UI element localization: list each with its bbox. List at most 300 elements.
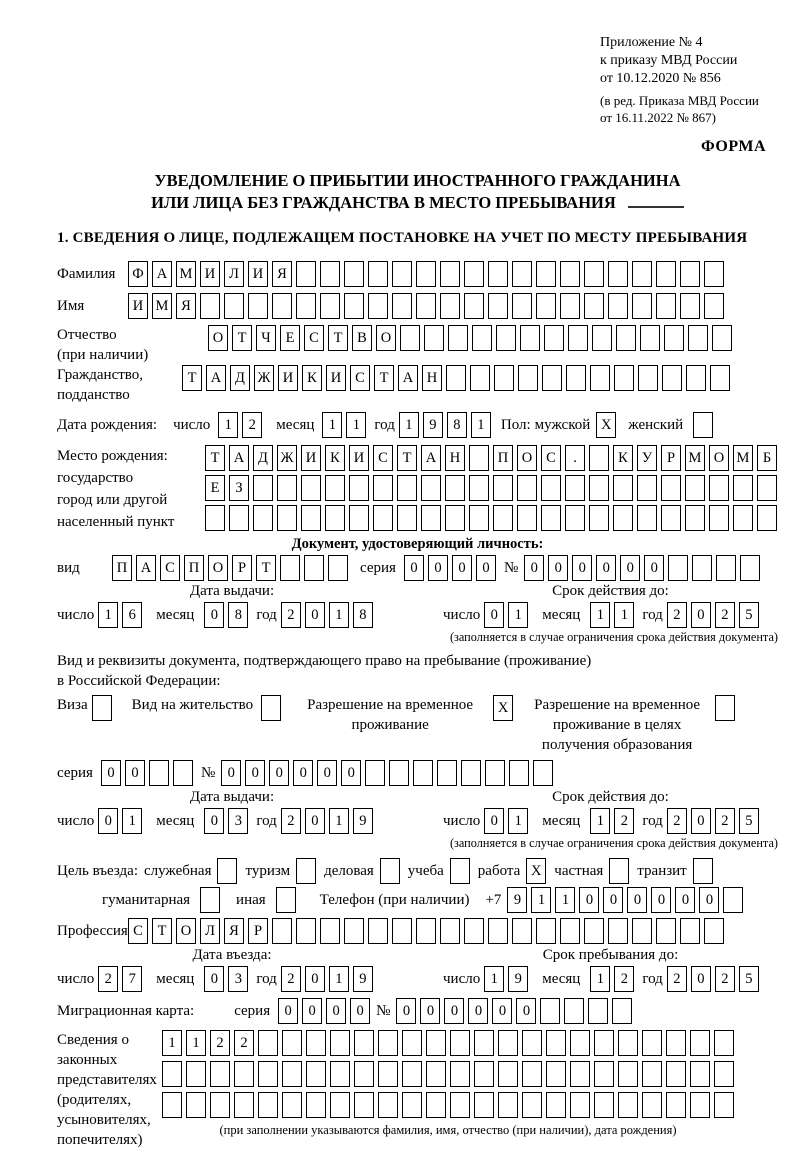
form-cell-filled[interactable]: Д [230, 365, 250, 391]
form-cell-empty[interactable] [522, 1030, 542, 1056]
form-cell-empty[interactable] [320, 293, 340, 319]
form-cell-filled[interactable]: 1 [590, 966, 610, 992]
form-cell-empty[interactable] [325, 505, 345, 531]
form-cell-empty[interactable] [690, 1092, 710, 1118]
form-cell-empty[interactable] [540, 998, 560, 1024]
form-cell-filled[interactable]: Ч [256, 325, 276, 351]
form-cell-filled[interactable]: 0 [699, 887, 719, 913]
form-cell-empty[interactable] [450, 1061, 470, 1087]
form-cell-filled[interactable]: 9 [423, 412, 443, 438]
form-cell-filled[interactable]: Т [397, 445, 417, 471]
form-cell-empty[interactable] [632, 293, 652, 319]
form-cell-filled[interactable]: 1 [614, 602, 634, 628]
form-cell-empty[interactable] [402, 1061, 422, 1087]
form-cell-filled[interactable]: 0 [221, 760, 241, 786]
form-cell-empty[interactable] [402, 1092, 422, 1118]
form-cell-filled[interactable]: Л [200, 918, 220, 944]
form-cell-filled[interactable]: С [160, 555, 180, 581]
form-cell-empty[interactable] [186, 1061, 206, 1087]
form-cell-filled[interactable]: 2 [98, 966, 118, 992]
form-cell-filled[interactable]: 1 [484, 966, 504, 992]
form-cell-empty[interactable] [380, 858, 400, 884]
form-cell-empty[interactable] [413, 760, 433, 786]
form-cell-empty[interactable] [608, 918, 628, 944]
form-cell-empty[interactable] [426, 1030, 446, 1056]
form-cell-filled[interactable]: 0 [468, 998, 488, 1024]
form-cell-filled[interactable]: Т [256, 555, 276, 581]
form-cell-empty[interactable] [306, 1030, 326, 1056]
form-cell-filled[interactable]: Т [205, 445, 225, 471]
form-cell-empty[interactable] [272, 918, 292, 944]
form-cell-filled[interactable]: 0 [204, 808, 224, 834]
form-cell-filled[interactable]: 1 [346, 412, 366, 438]
form-cell-empty[interactable] [304, 555, 324, 581]
form-cell-empty[interactable] [261, 695, 281, 721]
form-cell-filled[interactable]: Р [661, 445, 681, 471]
form-cell-empty[interactable] [613, 505, 633, 531]
form-cell-filled[interactable]: 0 [305, 602, 325, 628]
form-cell-filled[interactable]: А [421, 445, 441, 471]
form-cell-filled[interactable]: 5 [739, 966, 759, 992]
form-cell-empty[interactable] [590, 365, 610, 391]
form-cell-filled[interactable]: 0 [444, 998, 464, 1024]
form-cell-empty[interactable] [714, 1061, 734, 1087]
form-cell-empty[interactable] [488, 261, 508, 287]
form-cell-empty[interactable] [685, 505, 705, 531]
form-cell-empty[interactable] [440, 293, 460, 319]
form-cell-empty[interactable] [570, 1030, 590, 1056]
form-cell-filled[interactable]: У [637, 445, 657, 471]
form-cell-empty[interactable] [594, 1092, 614, 1118]
form-cell-empty[interactable] [589, 505, 609, 531]
form-cell-empty[interactable] [296, 858, 316, 884]
form-cell-empty[interactable] [493, 505, 513, 531]
form-cell-empty[interactable] [740, 555, 760, 581]
form-cell-empty[interactable] [349, 475, 369, 501]
form-cell-empty[interactable] [330, 1061, 350, 1087]
form-cell-filled[interactable]: М [152, 293, 172, 319]
form-cell-filled[interactable]: Т [374, 365, 394, 391]
form-cell-empty[interactable] [282, 1030, 302, 1056]
form-cell-empty[interactable] [570, 1092, 590, 1118]
form-cell-empty[interactable] [704, 261, 724, 287]
form-cell-filled[interactable]: 5 [739, 808, 759, 834]
form-cell-filled[interactable]: 7 [122, 966, 142, 992]
form-cell-filled[interactable]: С [373, 445, 393, 471]
form-cell-filled[interactable]: Т [232, 325, 252, 351]
form-cell-filled[interactable]: 0 [420, 998, 440, 1024]
form-cell-filled[interactable]: 2 [281, 808, 301, 834]
form-cell-filled[interactable]: 0 [484, 602, 504, 628]
form-cell-filled[interactable]: 0 [269, 760, 289, 786]
form-cell-filled[interactable]: 0 [548, 555, 568, 581]
form-cell-filled[interactable]: Р [248, 918, 268, 944]
form-cell-filled[interactable]: О [208, 555, 228, 581]
form-cell-empty[interactable] [685, 475, 705, 501]
form-cell-empty[interactable] [485, 760, 505, 786]
form-cell-empty[interactable] [306, 1092, 326, 1118]
form-cell-filled[interactable]: 0 [516, 998, 536, 1024]
form-cell-empty[interactable] [688, 325, 708, 351]
form-cell-empty[interactable] [365, 760, 385, 786]
form-cell-filled[interactable]: . [565, 445, 585, 471]
form-cell-empty[interactable] [320, 261, 340, 287]
form-cell-empty[interactable] [354, 1061, 374, 1087]
form-cell-empty[interactable] [498, 1061, 518, 1087]
form-cell-empty[interactable] [437, 760, 457, 786]
form-cell-empty[interactable] [173, 760, 193, 786]
form-cell-empty[interactable] [640, 325, 660, 351]
form-cell-filled[interactable]: А [229, 445, 249, 471]
form-cell-filled[interactable]: Ж [277, 445, 297, 471]
form-cell-empty[interactable] [522, 1061, 542, 1087]
form-cell-filled[interactable]: 0 [691, 966, 711, 992]
form-cell-filled[interactable]: 2 [210, 1030, 230, 1056]
form-cell-empty[interactable] [715, 695, 735, 721]
form-cell-empty[interactable] [92, 695, 112, 721]
form-cell-filled[interactable]: 6 [122, 602, 142, 628]
form-cell-empty[interactable] [280, 555, 300, 581]
form-cell-empty[interactable] [693, 412, 713, 438]
form-cell-empty[interactable] [162, 1092, 182, 1118]
form-cell-filled[interactable]: 9 [508, 966, 528, 992]
form-cell-empty[interactable] [733, 475, 753, 501]
form-cell-empty[interactable] [354, 1030, 374, 1056]
form-cell-filled[interactable]: О [176, 918, 196, 944]
form-cell-filled[interactable]: 0 [317, 760, 337, 786]
form-cell-empty[interactable] [512, 293, 532, 319]
form-cell-empty[interactable] [716, 555, 736, 581]
form-cell-empty[interactable] [320, 918, 340, 944]
form-cell-filled[interactable]: X [526, 858, 546, 884]
form-cell-filled[interactable]: Е [280, 325, 300, 351]
form-cell-empty[interactable] [440, 261, 460, 287]
form-cell-empty[interactable] [690, 1030, 710, 1056]
form-cell-empty[interactable] [200, 293, 220, 319]
form-cell-empty[interactable] [656, 261, 676, 287]
form-cell-empty[interactable] [253, 475, 273, 501]
form-cell-empty[interactable] [474, 1061, 494, 1087]
form-cell-filled[interactable]: 0 [204, 966, 224, 992]
form-cell-filled[interactable]: Б [757, 445, 777, 471]
form-cell-filled[interactable]: 0 [305, 966, 325, 992]
form-cell-empty[interactable] [306, 1061, 326, 1087]
form-cell-empty[interactable] [692, 555, 712, 581]
form-cell-filled[interactable]: М [685, 445, 705, 471]
form-cell-empty[interactable] [690, 1061, 710, 1087]
form-cell-filled[interactable]: Т [182, 365, 202, 391]
form-cell-empty[interactable] [546, 1061, 566, 1087]
form-cell-filled[interactable]: В [352, 325, 372, 351]
form-cell-empty[interactable] [301, 475, 321, 501]
form-cell-empty[interactable] [613, 475, 633, 501]
form-cell-filled[interactable]: 2 [667, 602, 687, 628]
form-cell-empty[interactable] [205, 505, 225, 531]
form-cell-empty[interactable] [661, 475, 681, 501]
form-cell-filled[interactable]: К [613, 445, 633, 471]
form-cell-filled[interactable]: Т [152, 918, 172, 944]
form-cell-empty[interactable] [210, 1092, 230, 1118]
form-cell-empty[interactable] [512, 261, 532, 287]
form-cell-filled[interactable]: 0 [98, 808, 118, 834]
form-cell-empty[interactable] [440, 918, 460, 944]
form-cell-empty[interactable] [234, 1061, 254, 1087]
form-cell-empty[interactable] [546, 1092, 566, 1118]
form-cell-empty[interactable] [186, 1092, 206, 1118]
form-cell-filled[interactable]: М [733, 445, 753, 471]
form-cell-empty[interactable] [637, 475, 657, 501]
form-cell-empty[interactable] [488, 293, 508, 319]
form-cell-empty[interactable] [149, 760, 169, 786]
form-cell-filled[interactable]: 0 [675, 887, 695, 913]
form-cell-empty[interactable] [330, 1030, 350, 1056]
form-cell-empty[interactable] [536, 293, 556, 319]
form-cell-filled[interactable]: 2 [715, 808, 735, 834]
form-cell-empty[interactable] [416, 918, 436, 944]
form-cell-empty[interactable] [344, 918, 364, 944]
form-cell-filled[interactable]: 8 [447, 412, 467, 438]
form-cell-filled[interactable]: 3 [228, 808, 248, 834]
form-cell-filled[interactable]: 0 [341, 760, 361, 786]
form-cell-filled[interactable]: 0 [484, 808, 504, 834]
form-cell-filled[interactable]: 0 [404, 555, 424, 581]
form-cell-filled[interactable]: О [709, 445, 729, 471]
form-cell-empty[interactable] [253, 505, 273, 531]
form-cell-empty[interactable] [616, 325, 636, 351]
form-cell-filled[interactable]: О [376, 325, 396, 351]
form-cell-filled[interactable]: 1 [555, 887, 575, 913]
form-cell-empty[interactable] [565, 475, 585, 501]
form-cell-empty[interactable] [594, 1030, 614, 1056]
form-cell-empty[interactable] [474, 1092, 494, 1118]
form-cell-filled[interactable]: 2 [715, 966, 735, 992]
form-cell-filled[interactable]: О [517, 445, 537, 471]
form-cell-empty[interactable] [680, 293, 700, 319]
form-cell-filled[interactable]: 1 [162, 1030, 182, 1056]
form-cell-empty[interactable] [494, 365, 514, 391]
form-cell-empty[interactable] [618, 1092, 638, 1118]
form-cell-empty[interactable] [470, 365, 490, 391]
form-cell-empty[interactable] [493, 475, 513, 501]
form-cell-empty[interactable] [714, 1092, 734, 1118]
form-cell-empty[interactable] [392, 293, 412, 319]
form-cell-empty[interactable] [588, 998, 608, 1024]
form-cell-filled[interactable]: Я [272, 261, 292, 287]
form-cell-empty[interactable] [426, 1092, 446, 1118]
form-cell-filled[interactable]: 2 [667, 966, 687, 992]
form-cell-empty[interactable] [498, 1030, 518, 1056]
form-cell-empty[interactable] [704, 918, 724, 944]
form-cell-filled[interactable]: С [304, 325, 324, 351]
form-cell-empty[interactable] [560, 261, 580, 287]
form-cell-empty[interactable] [584, 261, 604, 287]
form-cell-filled[interactable]: Л [224, 261, 244, 287]
form-cell-filled[interactable]: И [326, 365, 346, 391]
form-cell-empty[interactable] [608, 261, 628, 287]
form-cell-empty[interactable] [464, 918, 484, 944]
form-cell-filled[interactable]: Я [176, 293, 196, 319]
form-cell-filled[interactable]: 0 [620, 555, 640, 581]
form-cell-empty[interactable] [397, 505, 417, 531]
form-cell-empty[interactable] [344, 261, 364, 287]
form-cell-filled[interactable]: 0 [326, 998, 346, 1024]
form-cell-filled[interactable]: Ж [254, 365, 274, 391]
form-cell-empty[interactable] [464, 293, 484, 319]
form-cell-empty[interactable] [584, 293, 604, 319]
form-cell-empty[interactable] [282, 1092, 302, 1118]
form-cell-empty[interactable] [564, 998, 584, 1024]
form-cell-empty[interactable] [546, 1030, 566, 1056]
form-cell-empty[interactable] [282, 1061, 302, 1087]
form-cell-empty[interactable] [618, 1030, 638, 1056]
form-cell-empty[interactable] [368, 293, 388, 319]
form-cell-filled[interactable]: 0 [245, 760, 265, 786]
form-cell-empty[interactable] [450, 1030, 470, 1056]
form-cell-filled[interactable]: 0 [603, 887, 623, 913]
form-cell-filled[interactable]: 1 [186, 1030, 206, 1056]
form-cell-empty[interactable] [632, 918, 652, 944]
form-cell-empty[interactable] [757, 475, 777, 501]
form-cell-empty[interactable] [200, 887, 220, 913]
form-cell-empty[interactable] [565, 505, 585, 531]
form-cell-empty[interactable] [498, 1092, 518, 1118]
form-cell-filled[interactable]: О [208, 325, 228, 351]
form-cell-empty[interactable] [450, 858, 470, 884]
form-cell-empty[interactable] [584, 918, 604, 944]
form-cell-filled[interactable]: 0 [293, 760, 313, 786]
form-cell-empty[interactable] [566, 365, 586, 391]
form-cell-empty[interactable] [560, 918, 580, 944]
form-cell-empty[interactable] [517, 505, 537, 531]
form-cell-empty[interactable] [693, 858, 713, 884]
form-cell-filled[interactable]: 2 [281, 966, 301, 992]
form-cell-filled[interactable]: 0 [302, 998, 322, 1024]
form-cell-empty[interactable] [325, 475, 345, 501]
form-cell-filled[interactable]: К [325, 445, 345, 471]
form-cell-empty[interactable] [614, 365, 634, 391]
form-cell-empty[interactable] [392, 261, 412, 287]
form-cell-empty[interactable] [542, 365, 562, 391]
form-cell-filled[interactable]: 0 [579, 887, 599, 913]
form-cell-empty[interactable] [522, 1092, 542, 1118]
form-cell-filled[interactable]: И [200, 261, 220, 287]
form-cell-filled[interactable]: М [176, 261, 196, 287]
form-cell-empty[interactable] [469, 445, 489, 471]
form-cell-filled[interactable]: Ф [128, 261, 148, 287]
form-cell-empty[interactable] [618, 1061, 638, 1087]
form-cell-filled[interactable]: 2 [281, 602, 301, 628]
form-cell-empty[interactable] [416, 293, 436, 319]
form-cell-empty[interactable] [592, 325, 612, 351]
form-cell-empty[interactable] [536, 261, 556, 287]
form-cell-empty[interactable] [656, 918, 676, 944]
form-cell-filled[interactable]: П [112, 555, 132, 581]
form-cell-empty[interactable] [464, 261, 484, 287]
form-cell-empty[interactable] [642, 1092, 662, 1118]
form-cell-filled[interactable]: С [541, 445, 561, 471]
form-cell-empty[interactable] [217, 858, 237, 884]
form-cell-filled[interactable]: 0 [651, 887, 671, 913]
form-cell-filled[interactable]: А [398, 365, 418, 391]
form-cell-empty[interactable] [608, 293, 628, 319]
form-cell-empty[interactable] [378, 1030, 398, 1056]
form-cell-filled[interactable]: 1 [508, 808, 528, 834]
form-cell-empty[interactable] [389, 760, 409, 786]
form-cell-filled[interactable]: И [128, 293, 148, 319]
form-cell-filled[interactable]: 0 [691, 808, 711, 834]
form-cell-empty[interactable] [656, 293, 676, 319]
form-cell-filled[interactable]: Т [328, 325, 348, 351]
form-cell-empty[interactable] [416, 261, 436, 287]
form-cell-empty[interactable] [512, 918, 532, 944]
form-cell-filled[interactable]: 0 [644, 555, 664, 581]
form-cell-empty[interactable] [509, 760, 529, 786]
form-cell-empty[interactable] [589, 445, 609, 471]
form-cell-filled[interactable]: И [278, 365, 298, 391]
form-cell-empty[interactable] [210, 1061, 230, 1087]
form-cell-filled[interactable]: А [136, 555, 156, 581]
form-cell-empty[interactable] [368, 261, 388, 287]
form-cell-filled[interactable]: А [206, 365, 226, 391]
form-cell-empty[interactable] [258, 1030, 278, 1056]
form-cell-empty[interactable] [594, 1061, 614, 1087]
form-cell-filled[interactable]: 1 [399, 412, 419, 438]
form-cell-empty[interactable] [704, 293, 724, 319]
form-cell-empty[interactable] [277, 505, 297, 531]
form-cell-empty[interactable] [421, 475, 441, 501]
form-cell-empty[interactable] [248, 293, 268, 319]
form-cell-filled[interactable]: 0 [101, 760, 121, 786]
form-cell-filled[interactable]: Н [445, 445, 465, 471]
form-cell-filled[interactable]: 0 [524, 555, 544, 581]
form-cell-filled[interactable]: 0 [596, 555, 616, 581]
form-cell-empty[interactable] [714, 1030, 734, 1056]
form-cell-empty[interactable] [296, 293, 316, 319]
form-cell-empty[interactable] [488, 918, 508, 944]
form-cell-empty[interactable] [424, 325, 444, 351]
form-cell-empty[interactable] [446, 365, 466, 391]
form-cell-filled[interactable]: 2 [614, 966, 634, 992]
form-cell-filled[interactable]: 0 [204, 602, 224, 628]
form-cell-filled[interactable]: Е [205, 475, 225, 501]
form-cell-empty[interactable] [426, 1061, 446, 1087]
form-cell-empty[interactable] [258, 1092, 278, 1118]
form-cell-filled[interactable]: 2 [242, 412, 262, 438]
form-cell-empty[interactable] [368, 918, 388, 944]
form-cell-filled[interactable]: Н [422, 365, 442, 391]
form-cell-filled[interactable]: П [493, 445, 513, 471]
form-cell-empty[interactable] [276, 887, 296, 913]
form-cell-empty[interactable] [680, 918, 700, 944]
form-cell-empty[interactable] [709, 505, 729, 531]
form-cell-empty[interactable] [349, 505, 369, 531]
form-cell-empty[interactable] [632, 261, 652, 287]
form-cell-empty[interactable] [712, 325, 732, 351]
form-cell-empty[interactable] [344, 293, 364, 319]
form-cell-empty[interactable] [448, 325, 468, 351]
form-cell-filled[interactable]: 1 [329, 808, 349, 834]
form-cell-filled[interactable]: 2 [234, 1030, 254, 1056]
form-cell-empty[interactable] [664, 325, 684, 351]
form-cell-empty[interactable] [666, 1030, 686, 1056]
form-cell-empty[interactable] [224, 293, 244, 319]
form-cell-empty[interactable] [686, 365, 706, 391]
form-cell-empty[interactable] [642, 1030, 662, 1056]
form-cell-empty[interactable] [517, 475, 537, 501]
form-cell-filled[interactable]: К [302, 365, 322, 391]
form-cell-filled[interactable]: Я [224, 918, 244, 944]
form-cell-filled[interactable]: 1 [122, 808, 142, 834]
